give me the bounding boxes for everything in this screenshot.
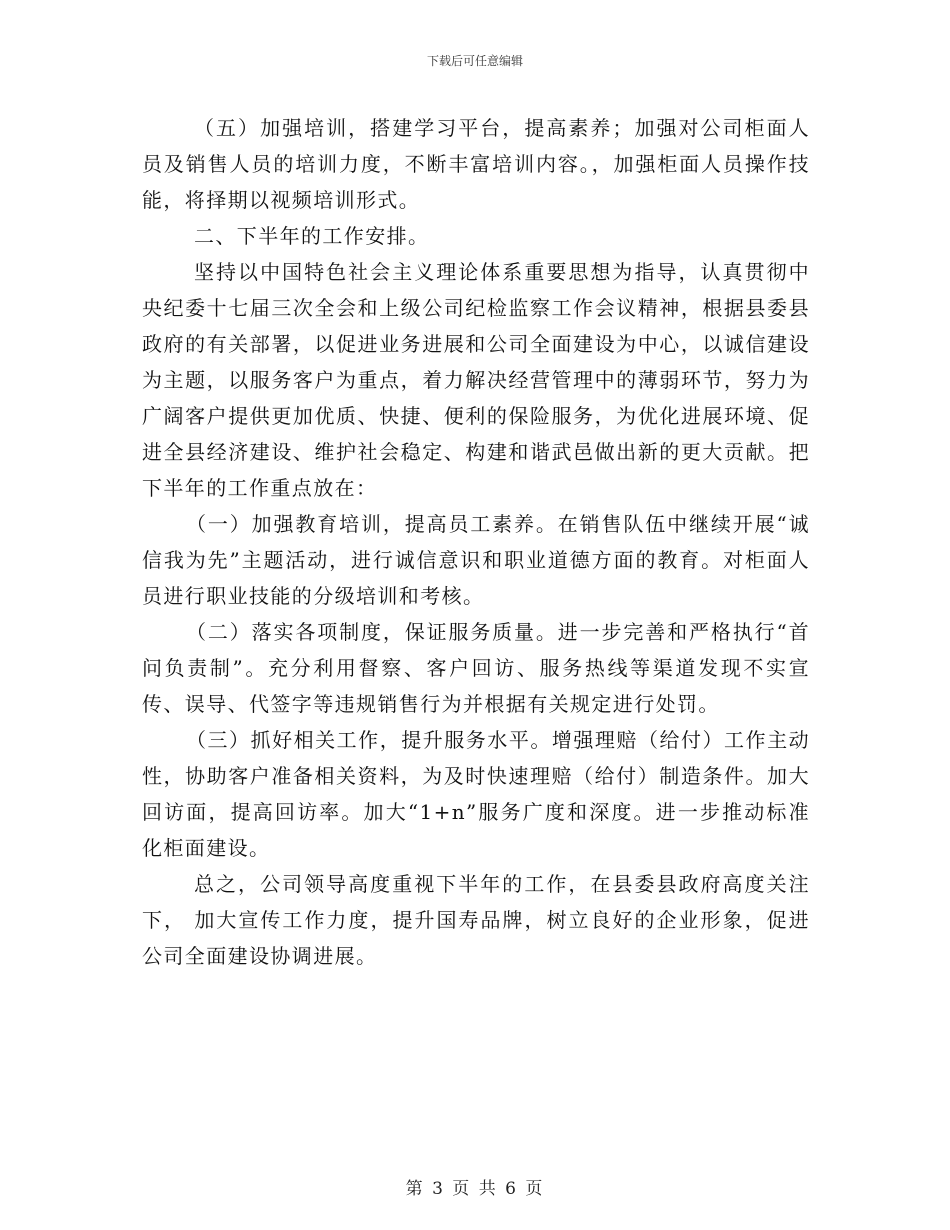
paragraph-item-three: （三）抓好相关工作，提升服务水平。增强理赔（给付）工作主动性，协助客户准备相关资料，为及时快速理赔（给付）制造条件。加大回访面，提高回访率。加大“1+n”服务广度和深度。进一步推动标准化柜面建设。: [142, 728, 810, 860]
paragraph-training: （五）加强培训，搭建学习平台，提高素养；加强对公司柜面人员及销售人员的培训力度，不断丰富培训内容。，加强柜面人员操作技能，将择期以视频培训形式。: [142, 116, 810, 212]
paragraph-guideline: 坚持以中国特色社会主义理论体系重要思想为指导，认真贯彻中央纪委十七届三次全会和上级公司纪检监察工作会议精神，根据县委县政府的有关部署，以促进业务进展和公司全面建设为中心，以诚信建设为主题，以服务客户为重点，着力解决经营管理中的薄弱环节，努力为广阔客户提供更加优质、快捷、便利的保险服务，为优化进展环境、促进全县经济建设、维护社会稳定、构建和谐武邑做出新的更大贡献。把下半年的工作重点放在：: [142, 260, 810, 500]
paragraph-item-two: （二）落实各项制度，保证服务质量。进一步完善和严格执行“首问负责制”。充分利用督察、客户回访、服务热线等渠道发现不实宣传、误导、代签字等违规销售行为并根据有关规定进行处罚。: [142, 620, 810, 716]
paragraph-item-one: （一）加强教育培训，提高员工素养。在销售队伍中继续开展“诚信我为先”主题活动，进行诚信意识和职业道德方面的教育。对柜面人员进行职业技能的分级培训和考核。: [142, 512, 810, 608]
paragraph-conclusion: 总之，公司领导高度重视下半年的工作，在县委县政府高度关注下， 加大宣传工作力度，提升国寿品牌，树立良好的企业形象，促进公司全面建设协调进展。: [142, 872, 810, 968]
section-heading-second-half: 二、下半年的工作安排。: [194, 224, 430, 248]
document-body: [142, 110, 810, 974]
page-header: 下载后可任意编辑: [426, 54, 523, 68]
page-number: 第 3 页 共 6 页: [405, 1179, 545, 1199]
